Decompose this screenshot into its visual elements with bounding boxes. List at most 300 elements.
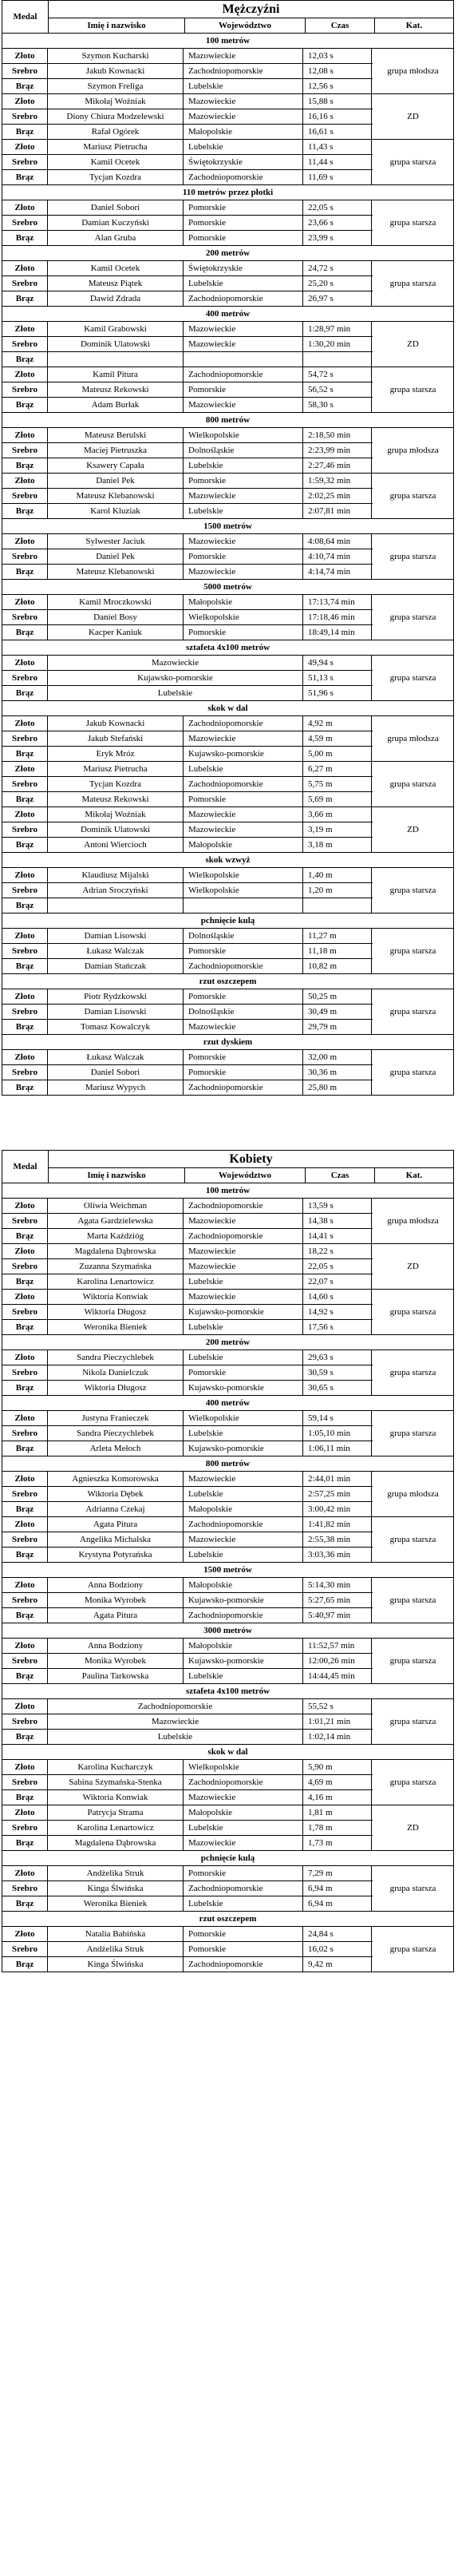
athlete-name-cell: Natalia Babińska xyxy=(48,1927,184,1941)
result-cell: 16,16 s xyxy=(303,109,372,124)
athlete-name-cell: Tomasz Kowalczyk xyxy=(48,1020,184,1034)
result-cell: 4:14,74 min xyxy=(303,565,372,579)
athlete-name-cell: Paulina Tarkowska xyxy=(48,1669,184,1683)
category-cell xyxy=(372,322,453,336)
medal-cell: Złoto xyxy=(2,1411,48,1425)
table-row xyxy=(2,124,453,139)
medal-cell: Brąz xyxy=(2,792,48,806)
result-cell: 1:06,11 min xyxy=(303,1441,372,1456)
result-cell: 6,94 m xyxy=(303,1881,372,1896)
result-cell: 12:00,26 min xyxy=(303,1654,372,1668)
table-row xyxy=(2,549,453,564)
voivodeship-cell: Lubelskie xyxy=(184,458,303,473)
athlete-name-cell: Eryk Mróz xyxy=(48,747,184,761)
table-row xyxy=(2,1577,453,1592)
category-cell xyxy=(372,428,453,442)
medal-cell: Brąz xyxy=(2,1669,48,1683)
voivodeship-cell: Zachodniopomorskie xyxy=(184,716,303,731)
event-heading: rzut dyskiem xyxy=(2,1034,453,1049)
athlete-name-cell: Zuzanna Szymańska xyxy=(48,1259,184,1274)
table-title: Kobiety xyxy=(49,1151,453,1168)
category-cell xyxy=(372,1472,453,1486)
medal-cell: Brąz xyxy=(2,747,48,761)
table-row xyxy=(2,1638,453,1653)
voivodeship-cell: Mazowieckie xyxy=(184,398,303,412)
athlete-name-cell: Damian Lisowski xyxy=(48,929,184,943)
table-row xyxy=(2,291,453,306)
event-heading: skok wzwyż xyxy=(2,852,453,867)
athlete-name-cell: Patrycja Strama xyxy=(48,1805,184,1820)
category-cell xyxy=(372,1050,453,1064)
result-cell: 12,56 s xyxy=(303,79,372,93)
athlete-name-cell: Kamil Ocetek xyxy=(48,155,184,169)
voivodeship-cell: Mazowieckie xyxy=(184,337,303,351)
medal-cell: Brąz xyxy=(2,125,48,139)
column-headers xyxy=(49,1168,453,1183)
voivodeship-cell: Mazowieckie xyxy=(184,1244,303,1258)
category-cell xyxy=(372,1896,453,1911)
result-cell: 51,96 s xyxy=(303,686,372,700)
medal-cell: Srebro xyxy=(2,1775,48,1789)
result-cell: 2:23,99 min xyxy=(303,443,372,458)
table-row xyxy=(2,1304,453,1319)
medal-cell: Złoto xyxy=(2,1699,48,1714)
athlete-name-cell: Sandra Pieczychlebek xyxy=(48,1350,184,1365)
athlete-name-cell: Jakub Stefański xyxy=(48,731,184,746)
result-cell: 3:00,42 min xyxy=(303,1502,372,1516)
event-heading: 400 metrów xyxy=(2,306,453,321)
medal-cell: Brąz xyxy=(2,625,48,640)
result-cell: 3,66 m xyxy=(303,807,372,822)
category-cell xyxy=(372,458,453,473)
event-heading: rzut oszczepem xyxy=(2,973,453,989)
result-cell: 5,75 m xyxy=(303,777,372,791)
table-row xyxy=(2,989,453,1004)
table-row xyxy=(2,1471,453,1486)
event-heading: 110 metrów przez płotki xyxy=(2,184,453,200)
result-cell: 4,69 m xyxy=(303,1775,372,1789)
result-cell: 30,36 m xyxy=(303,1065,372,1080)
result-cell: 58,30 s xyxy=(303,398,372,412)
header-right xyxy=(49,1151,453,1183)
athlete-name-cell: Klaudiusz Mijalski xyxy=(48,868,184,882)
voivodeship-cell: Pomorskie xyxy=(184,1866,303,1880)
result-cell: 4:08,64 min xyxy=(303,534,372,549)
voivodeship-cell: Małopolskie xyxy=(184,595,303,609)
medal-cell: Złoto xyxy=(2,200,48,215)
voivodeship-cell: Zachodniopomorskie xyxy=(184,1080,303,1095)
medal-cell: Złoto xyxy=(2,807,48,822)
category-cell xyxy=(372,1426,453,1441)
result-cell: 1:05,10 min xyxy=(303,1426,372,1441)
table-row xyxy=(2,1668,453,1683)
athlete-name-cell: Rafał Ogórek xyxy=(48,125,184,139)
result-cell: 2:07,81 min xyxy=(303,504,372,518)
category-label: grupa starsza xyxy=(373,929,453,973)
event-heading: skok w dal xyxy=(2,1744,453,1759)
medal-cell: Srebro xyxy=(2,671,48,685)
category-cell xyxy=(372,1942,453,1956)
voivodeship-cell: Wielkopolskie xyxy=(184,1411,303,1425)
category-cell xyxy=(372,1532,453,1547)
voivodeship-cell: Lubelskie xyxy=(184,140,303,154)
voivodeship-cell: Zachodniopomorskie xyxy=(184,1229,303,1243)
table-row xyxy=(2,1698,453,1714)
medal-cell: Brąz xyxy=(2,170,48,184)
result-cell: 14,41 s xyxy=(303,1229,372,1243)
result-cell: 22,07 s xyxy=(303,1274,372,1289)
athlete-name-cell: Marta Kaździóg xyxy=(48,1229,184,1243)
athlete-name-cell: Daniel Pek xyxy=(48,549,184,564)
voivodeship-column-header: Województwo xyxy=(185,18,306,33)
voivodeship-cell: Świętokrzyskie xyxy=(184,155,303,169)
team-cell: Zachodniopomorskie xyxy=(48,1699,303,1714)
athlete-name-cell: Arleta Mełoch xyxy=(48,1441,184,1456)
voivodeship-cell: Lubelskie xyxy=(184,1274,303,1289)
name-column-header: Imię i nazwisko xyxy=(49,1168,185,1183)
category-label: grupa starsza xyxy=(373,474,453,518)
athlete-name-cell: Antoni Wiercioch xyxy=(48,838,184,852)
result-cell: 14,60 s xyxy=(303,1290,372,1304)
medal-cell: Srebro xyxy=(2,1365,48,1380)
table-row xyxy=(2,837,453,852)
medal-cell: Złoto xyxy=(2,1244,48,1258)
category-label: grupa młodsza xyxy=(373,428,453,473)
event-heading: pchnięcie kulą xyxy=(2,913,453,928)
voivodeship-cell: Zachodniopomorskie xyxy=(184,777,303,791)
athlete-name-cell: Daniel Pek xyxy=(48,474,184,488)
result-cell: 11,44 s xyxy=(303,155,372,169)
category-cell xyxy=(372,94,453,109)
voivodeship-cell: Małopolskie xyxy=(184,1578,303,1592)
table-row xyxy=(2,1516,453,1532)
medal-cell: Złoto xyxy=(2,1290,48,1304)
voivodeship-cell: Pomorskie xyxy=(184,200,303,215)
voivodeship-cell: Małopolskie xyxy=(184,1502,303,1516)
category-cell xyxy=(372,883,453,898)
voivodeship-cell: Mazowieckie xyxy=(184,1214,303,1228)
event-heading: 200 metrów xyxy=(2,1334,453,1349)
athlete-name-cell: Magdalena Dąbrowska xyxy=(48,1244,184,1258)
category-cell xyxy=(372,1305,453,1319)
category-cell xyxy=(372,1080,453,1095)
athlete-name-cell: Kamil Pitura xyxy=(48,367,184,382)
medal-cell: Złoto xyxy=(2,1578,48,1592)
result-cell: 11,69 s xyxy=(303,170,372,184)
category-cell xyxy=(372,822,453,837)
table-row xyxy=(2,867,453,882)
table-row xyxy=(2,655,453,670)
voivodeship-cell: Zachodniopomorskie xyxy=(184,1957,303,1972)
voivodeship-cell: Pomorskie xyxy=(184,625,303,640)
athlete-name-cell: Daniel Bosy xyxy=(48,610,184,624)
medal-cell: Srebro xyxy=(2,610,48,624)
medal-cell: Srebro xyxy=(2,489,48,503)
category-cell xyxy=(372,276,453,291)
table-row xyxy=(2,1941,453,1956)
medal-cell: Złoto xyxy=(2,656,48,670)
voivodeship-column-header: Województwo xyxy=(185,1168,306,1183)
category-label: grupa starsza xyxy=(373,762,453,806)
category-cell xyxy=(372,64,453,78)
category-cell xyxy=(372,504,453,518)
medal-cell: Złoto xyxy=(2,1927,48,1941)
voivodeship-cell: Zachodniopomorskie xyxy=(184,64,303,78)
table-row xyxy=(2,275,453,291)
category-cell xyxy=(372,382,453,397)
medal-cell: Brąz xyxy=(2,291,48,306)
category-cell xyxy=(372,1881,453,1896)
voivodeship-cell: Mazowieckie xyxy=(184,534,303,549)
athlete-name-cell: Kamil Grabowski xyxy=(48,322,184,336)
table-row xyxy=(2,1729,453,1744)
category-cell xyxy=(372,1654,453,1668)
result-cell: 1:59,32 min xyxy=(303,474,372,488)
voivodeship-cell: Kujawsko-pomorskie xyxy=(184,747,303,761)
voivodeship-cell: Pomorskie xyxy=(184,231,303,245)
table-row xyxy=(2,1547,453,1562)
result-cell: 22,05 s xyxy=(303,200,372,215)
table-row xyxy=(2,670,453,685)
result-cell: 51,13 s xyxy=(303,671,372,685)
athlete-name-cell: Dominik Ulatowski xyxy=(48,337,184,351)
category-cell xyxy=(372,1608,453,1623)
medal-column-header: Medal xyxy=(2,1,49,33)
result-cell: 16,61 s xyxy=(303,125,372,139)
table-row xyxy=(2,1349,453,1365)
result-cell: 3,18 m xyxy=(303,838,372,852)
result-cell: 11,18 m xyxy=(303,944,372,958)
athlete-name-cell: Oliwia Weichman xyxy=(48,1199,184,1213)
table-row xyxy=(2,1213,453,1228)
athlete-name-cell: Sandra Pieczychlebek xyxy=(48,1426,184,1441)
category-column-header: Kat. xyxy=(405,1171,423,1180)
result-cell: 26,97 s xyxy=(303,291,372,306)
women-results-table xyxy=(2,1150,454,1972)
result-cell: 23,99 s xyxy=(303,231,372,245)
result-cell: 2:57,25 min xyxy=(303,1487,372,1501)
category-label: grupa starsza xyxy=(373,367,453,412)
voivodeship-cell: Wielkopolskie xyxy=(184,868,303,882)
athlete-name-cell: Agata Gardzielewska xyxy=(48,1214,184,1228)
table-row xyxy=(2,427,453,442)
medal-cell: Brąz xyxy=(2,838,48,852)
medal-cell: Srebro xyxy=(2,731,48,746)
table-row xyxy=(2,1926,453,1941)
category-cell xyxy=(372,155,453,169)
medal-cell: Brąz xyxy=(2,458,48,473)
medal-cell: Srebro xyxy=(2,1259,48,1274)
athlete-name-cell: Karolina Lenartowicz xyxy=(48,1821,184,1835)
result-cell: 25,20 s xyxy=(303,276,372,291)
athlete-name-cell: Mikołaj Woźniak xyxy=(48,807,184,822)
athlete-name-cell: Adam Burłak xyxy=(48,398,184,412)
category-cell xyxy=(372,747,453,761)
result-cell: 49,94 s xyxy=(303,656,372,670)
category-cell xyxy=(372,1441,453,1456)
athlete-name-cell xyxy=(48,898,184,913)
result-cell: 9,42 m xyxy=(303,1957,372,1972)
athlete-name-cell: Weronika Bieniek xyxy=(48,1896,184,1911)
athlete-name-cell: Sylwester Jaciuk xyxy=(48,534,184,549)
category-cell xyxy=(372,1411,453,1425)
athlete-name-cell: Anna Bodziony xyxy=(48,1639,184,1653)
voivodeship-cell: Mazowieckie xyxy=(184,489,303,503)
category-cell xyxy=(372,1365,453,1380)
category-label: ZD xyxy=(373,1805,453,1850)
result-cell: 12,03 s xyxy=(303,49,372,63)
table-row xyxy=(2,1774,453,1789)
category-cell xyxy=(372,216,453,230)
athlete-name-cell: Tycjan Kozdra xyxy=(48,777,184,791)
result-cell: 5:40,97 min xyxy=(303,1608,372,1623)
category-label: grupa starsza xyxy=(373,1411,453,1456)
result-cell: 54,72 s xyxy=(303,367,372,382)
category-label: grupa starsza xyxy=(373,1050,453,1095)
team-cell: Kujawsko-pomorskie xyxy=(48,671,303,685)
category-cell xyxy=(372,1320,453,1334)
result-cell: 10,82 m xyxy=(303,959,372,973)
medal-cell: Złoto xyxy=(2,1472,48,1486)
table-row xyxy=(2,1865,453,1880)
result-cell: 15,88 s xyxy=(303,94,372,109)
table-row xyxy=(2,746,453,761)
result-cell: 30,59 s xyxy=(303,1365,372,1380)
table-row xyxy=(2,169,453,184)
medal-cell: Brąz xyxy=(2,504,48,518)
category-cell xyxy=(372,671,453,685)
name-column-header: Imię i nazwisko xyxy=(49,18,185,33)
event-heading: 100 metrów xyxy=(2,33,453,48)
category-cell xyxy=(372,731,453,746)
voivodeship-cell: Mazowieckie xyxy=(184,49,303,63)
event-heading: 1500 metrów xyxy=(2,518,453,533)
result-cell: 6,94 m xyxy=(303,1896,372,1911)
table-row xyxy=(2,397,453,412)
team-cell: Mazowieckie xyxy=(48,1714,303,1729)
category-label: grupa starsza xyxy=(373,656,453,700)
category-label: ZD xyxy=(373,322,453,367)
category-cell xyxy=(372,625,453,640)
voivodeship-cell: Mazowieckie xyxy=(184,565,303,579)
event-heading: 5000 metrów xyxy=(2,579,453,594)
category-cell xyxy=(372,1593,453,1607)
category-label: grupa młodsza xyxy=(373,1472,453,1516)
result-cell: 29,63 s xyxy=(303,1350,372,1365)
category-cell xyxy=(372,489,453,503)
athlete-name-cell: Nikola Danielczuk xyxy=(48,1365,184,1380)
result-cell: 1,73 m xyxy=(303,1836,372,1850)
voivodeship-cell: Lubelskie xyxy=(184,1320,303,1334)
result-cell: 29,79 m xyxy=(303,1020,372,1034)
category-label: grupa starsza xyxy=(373,595,453,640)
medal-cell: Srebro xyxy=(2,944,48,958)
athlete-name-cell: Piotr Rydzkowski xyxy=(48,989,184,1004)
voivodeship-cell: Mazowieckie xyxy=(184,94,303,109)
medal-cell: Srebro xyxy=(2,822,48,837)
athlete-name-cell: Łukasz Walczak xyxy=(48,1050,184,1064)
table-row xyxy=(2,382,453,397)
category-cell xyxy=(372,1927,453,1941)
result-cell: 4,16 m xyxy=(303,1790,372,1805)
voivodeship-cell: Pomorskie xyxy=(184,216,303,230)
table-row xyxy=(2,336,453,351)
athlete-name-cell: Adrian Sroczyński xyxy=(48,883,184,898)
table-row xyxy=(2,1607,453,1623)
voivodeship-cell: Lubelskie xyxy=(184,276,303,291)
table-row xyxy=(2,624,453,640)
table-row xyxy=(2,958,453,973)
medal-cell: Brąz xyxy=(2,1957,48,1972)
medal-cell: Złoto xyxy=(2,868,48,882)
voivodeship-cell: Lubelskie xyxy=(184,1548,303,1562)
athlete-name-cell: Maciej Pietruszka xyxy=(48,443,184,458)
event-heading: 800 metrów xyxy=(2,412,453,427)
table-row xyxy=(2,1365,453,1380)
result-cell: 4,59 m xyxy=(303,731,372,746)
result-cell: 1,40 m xyxy=(303,868,372,882)
voivodeship-cell: Mazowieckie xyxy=(184,1259,303,1274)
result-cell: 14:44,45 min xyxy=(303,1669,372,1683)
result-cell: 7,29 m xyxy=(303,1866,372,1880)
medal-cell: Brąz xyxy=(2,1320,48,1334)
category-cell xyxy=(372,1775,453,1789)
athlete-name-cell: Weronika Bieniek xyxy=(48,1320,184,1334)
voivodeship-cell: Lubelskie xyxy=(184,762,303,776)
category-label: ZD xyxy=(373,807,453,852)
category-cell xyxy=(372,868,453,882)
medal-column-header: Medal xyxy=(2,1151,49,1183)
table-header xyxy=(2,1,453,33)
medal-cell: Brąz xyxy=(2,686,48,700)
athlete-name-cell: Kacper Kaniuk xyxy=(48,625,184,640)
voivodeship-cell: Zachodniopomorskie xyxy=(184,291,303,306)
medal-cell: Brąz xyxy=(2,1080,48,1095)
result-cell: 11:52,57 min xyxy=(303,1639,372,1653)
category-label: grupa starsza xyxy=(373,989,453,1034)
medal-cell: Srebro xyxy=(2,1487,48,1501)
result-cell: 5:14,30 min xyxy=(303,1578,372,1592)
table-row xyxy=(2,63,453,78)
result-cell: 25,80 m xyxy=(303,1080,372,1095)
table-header xyxy=(2,1151,453,1183)
medal-cell: Srebro xyxy=(2,1532,48,1547)
medal-cell: Brąz xyxy=(2,1608,48,1623)
voivodeship-cell: Lubelskie xyxy=(184,1487,303,1501)
result-cell: 32,00 m xyxy=(303,1050,372,1064)
athlete-name-cell: Wiktoria Konwiak xyxy=(48,1290,184,1304)
athlete-name-cell: Daniel Sobori xyxy=(48,1065,184,1080)
athlete-name-cell: Mateusz Piątek xyxy=(48,276,184,291)
result-cell: 3,19 m xyxy=(303,822,372,837)
medal-cell: Srebro xyxy=(2,777,48,791)
medal-cell: Brąz xyxy=(2,1548,48,1562)
voivodeship-cell: Mazowieckie xyxy=(184,1020,303,1034)
category-cell xyxy=(372,1381,453,1395)
result-cell: 1:28,97 min xyxy=(303,322,372,336)
athlete-name-cell: Krystyna Potyrańska xyxy=(48,1548,184,1562)
table-row xyxy=(2,1064,453,1080)
medal-cell: Złoto xyxy=(2,1517,48,1532)
table-row xyxy=(2,1486,453,1501)
athlete-name-cell: Mateusz Rekowski xyxy=(48,382,184,397)
voivodeship-cell: Mazowieckie xyxy=(184,731,303,746)
athlete-name-cell: Dominik Ulatowski xyxy=(48,822,184,837)
table-row xyxy=(2,1198,453,1213)
table-row xyxy=(2,1532,453,1547)
athlete-name-cell: Alan Gruba xyxy=(48,231,184,245)
table-row xyxy=(2,503,453,518)
